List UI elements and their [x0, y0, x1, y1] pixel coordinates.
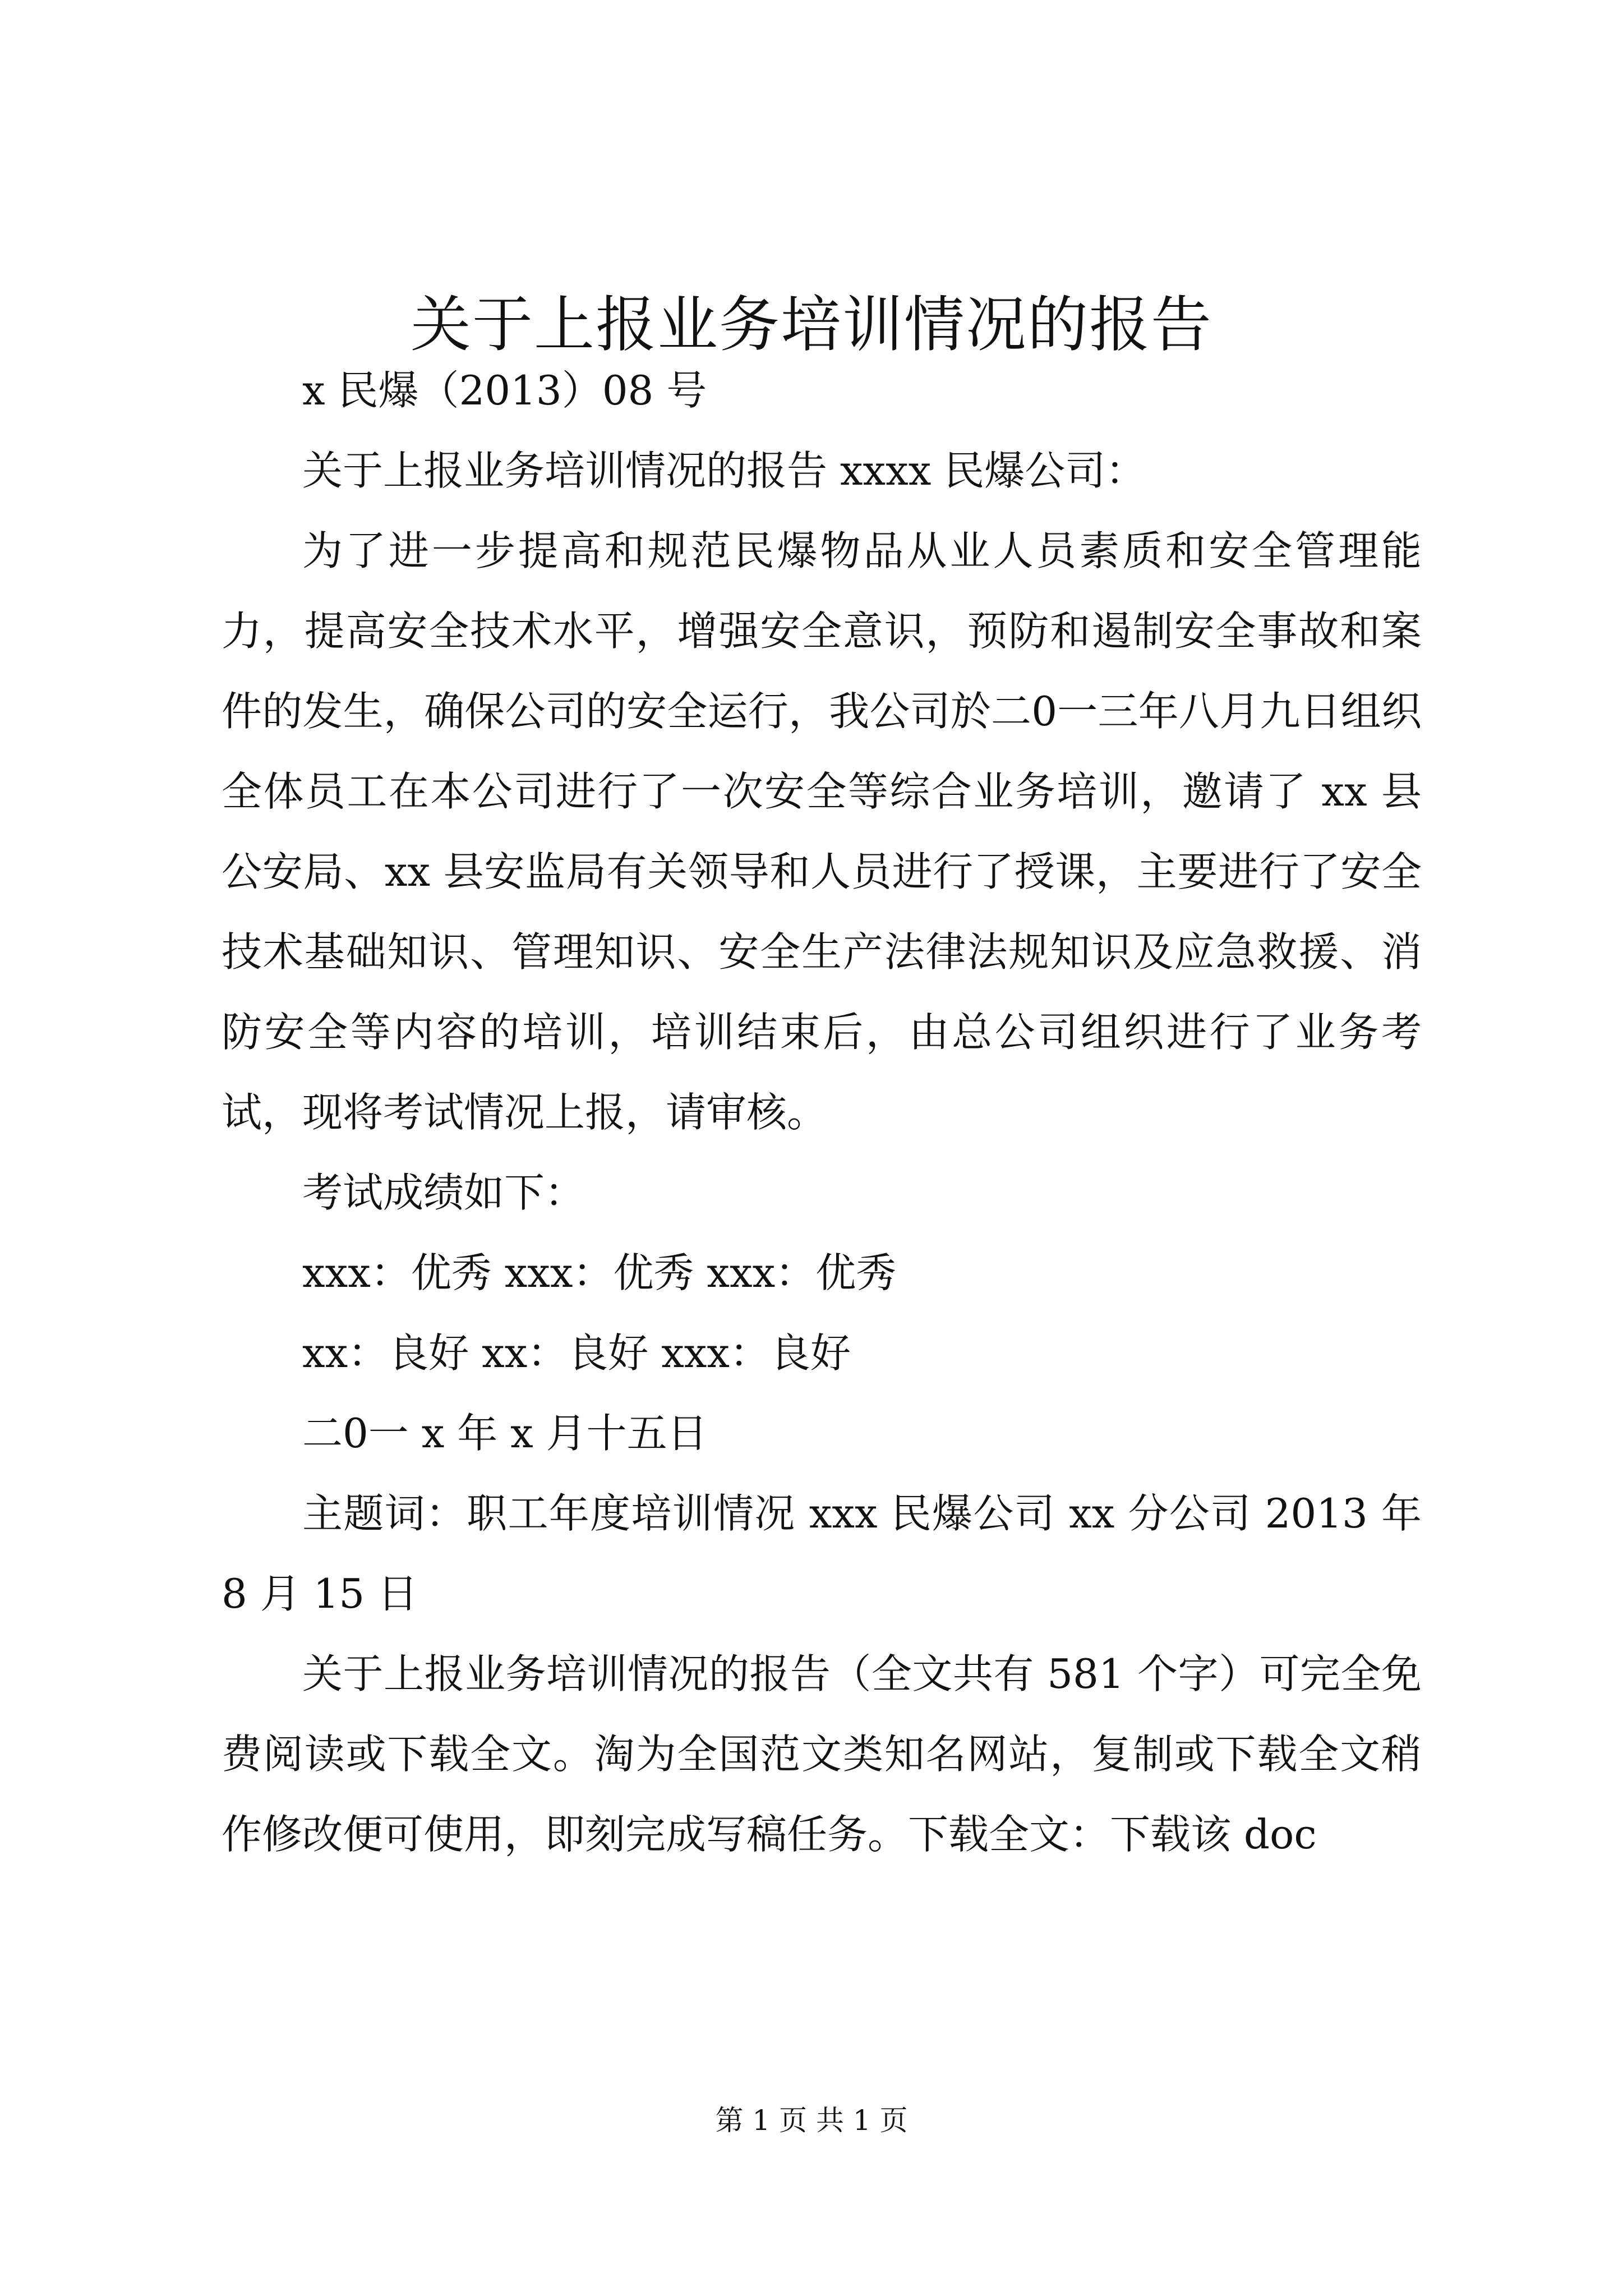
scores-line-good: xx：良好 xx：良好 xxx：良好 [302, 1329, 851, 1377]
scores-line-excellent: xxx：优秀 xxx：优秀 xxx：优秀 [302, 1249, 897, 1296]
subject-words: 主题词：职工年度培训情况 xxx 民爆公司 xx 分公司 2013 年 8 月 15 日 [222, 1490, 1422, 1617]
document-number: x 民爆（2013）08 号 [302, 367, 707, 414]
document-title: 关于上报业务培训情况的报告 [410, 290, 1212, 360]
download-notice: 关于上报业务培训情况的报告（全文共有 581 个字）可完全免费阅读或下载全文。淘为全国范文类知名网站，复制或下载全文稍作修改便可使用，即刻完成写稿任务。下载全文：下载该 doc [222, 1650, 1422, 1858]
document-body [222, 351, 1422, 1875]
main-paragraph: 为了进一步提高和规范民爆物品从业人员素质和安全管理能力，提高安全技术水平，增强安全意识，预防和遏制安全事故和案件的发生，确保公司的安全运行，我公司於二0一三年八月九日组织全体员工在本公司进行了一次安全等综合业务培训，邀请了 xx 县公安局、xx 县安监局有关领导和人员进行了授课，主要进行了安全技术基础知识、管理知识、安全生产法律法规知识及应急救援、消防安全等内容的培训，培训结束后，由总公司组织进行了业务考试，现将考试情况上报，请审核。 [222, 527, 1422, 1136]
recipient-line: 关于上报业务培训情况的报告 xxxx 民爆公司： [302, 447, 1146, 494]
page-footer: 第 1 页 共 1 页 [715, 2104, 908, 2137]
scores-heading: 考试成绩如下： [302, 1169, 585, 1216]
document-date: 二0一 x 年 x 月十五日 [302, 1410, 708, 1457]
